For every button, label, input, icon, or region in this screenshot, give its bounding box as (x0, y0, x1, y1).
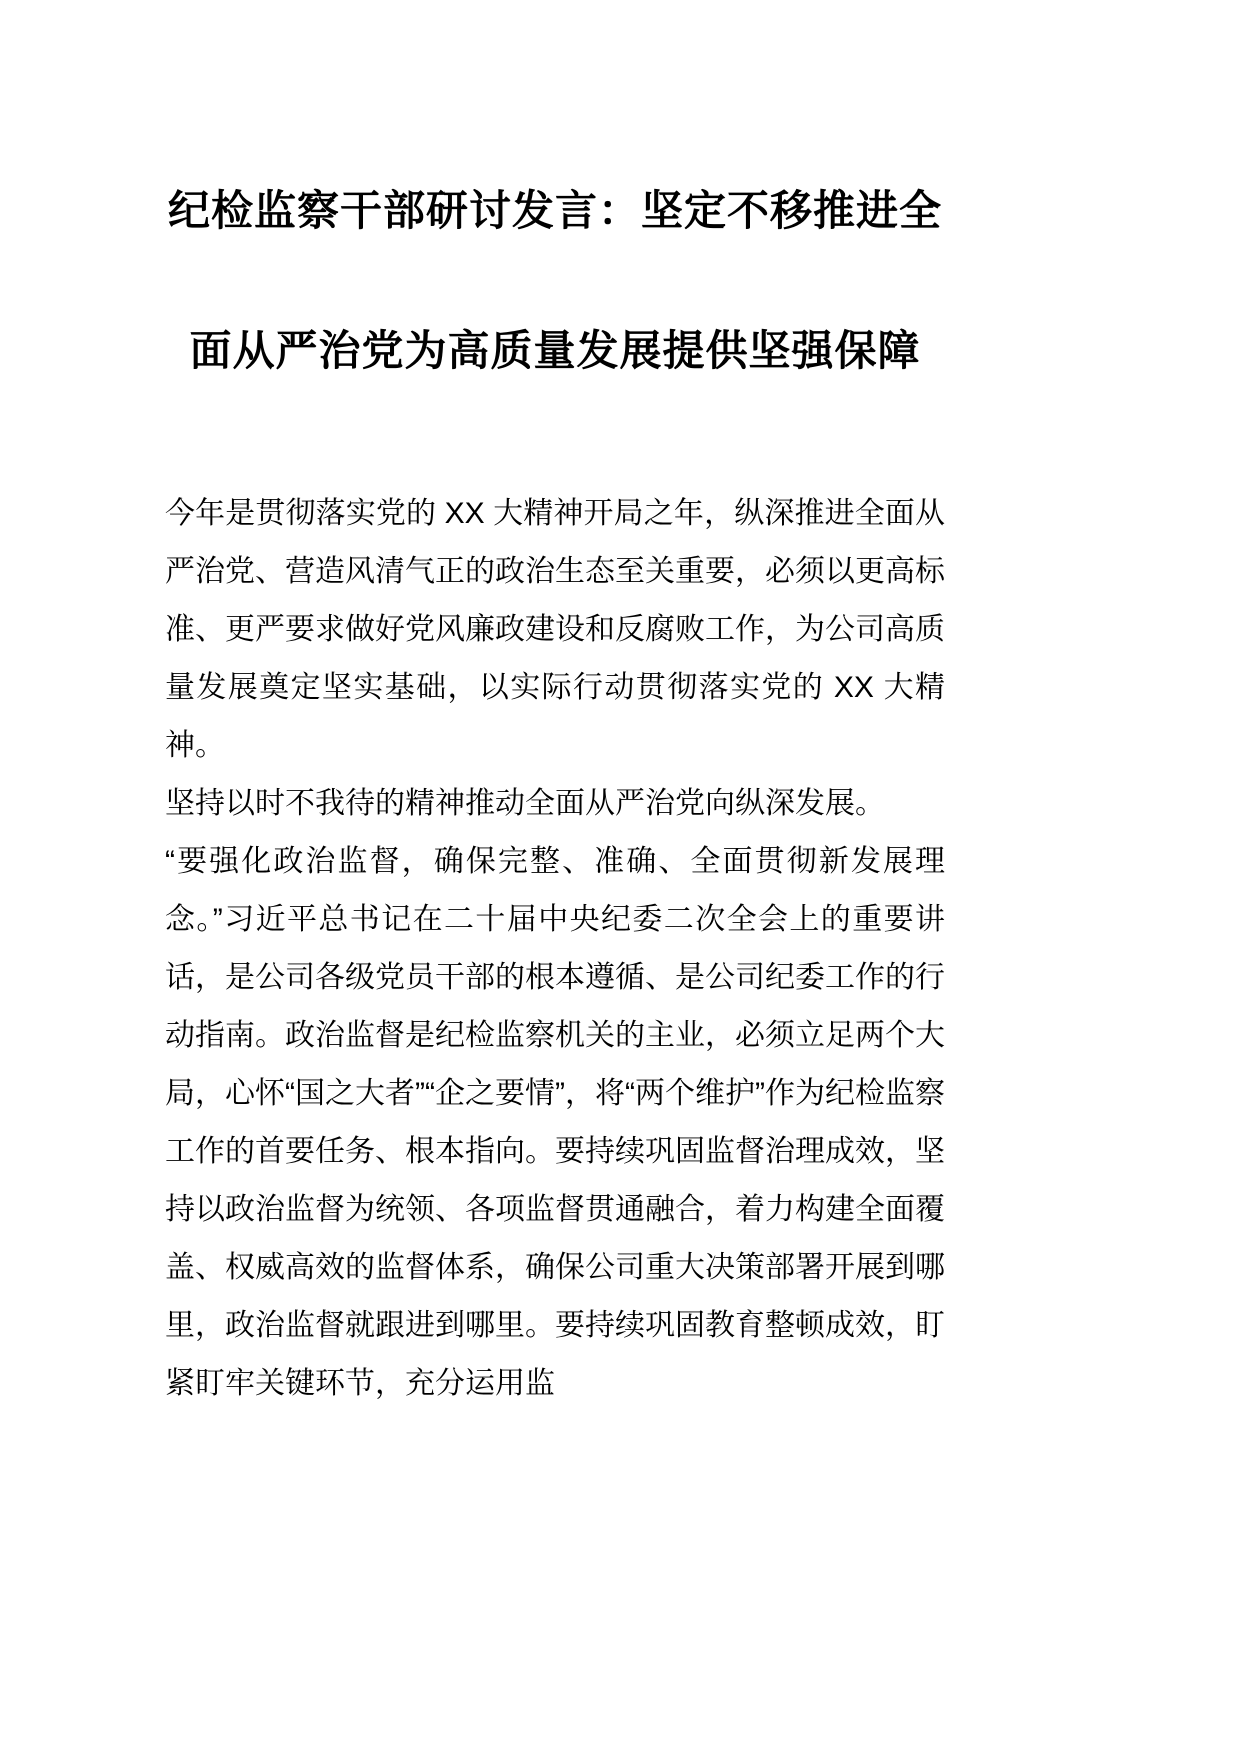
title-line-2: 面从严治党为高质量发展提供坚强保障 (189, 327, 921, 374)
document-body (165, 485, 945, 1413)
document-title (165, 141, 945, 421)
paragraph-1: 今年是贯彻落实党的 XX 大精神开局之年，纵深推进全面从严治党、营造风清气正的政治生态至关重要，必须以更高标准、更严要求做好党风廉政建设和反腐败工作，为公司高质量发展奠定坚实基础，以实际行动贯彻落实党的 XX 大精神。 (165, 497, 945, 762)
content-column (165, 0, 945, 1413)
paragraph-3: “要强化政治监督，确保完整、准确、全面贯彻新发展理念。”习近平总书记在二十届中央纪委二次全会上的重要讲话，是公司各级党员干部的根本遵循、是公司纪委工作的行动指南。政治监督是纪检监察机关的主业，必须立足两个大局，心怀“国之大者”“企之要情”，将“两个维护”作为纪检监察工作的首要任务、根本指向。要持续巩固监督治理成效，坚持以政治监督为统领、各项监督贯通融合，着力构建全面覆盖、权威高效的监督体系，确保公司重大决策部署开展到哪里，政治监督就跟进到哪里。要持续巩固教育整顿成效，盯紧盯牢关键环节，充分运用监 (165, 845, 945, 1400)
title-line-1: 纪检监察干部研讨发言：坚定不移推进全 (167, 187, 942, 234)
paragraph-2: 坚持以时不我待的精神推动全面从严治党向纵深发展。 (165, 787, 885, 820)
